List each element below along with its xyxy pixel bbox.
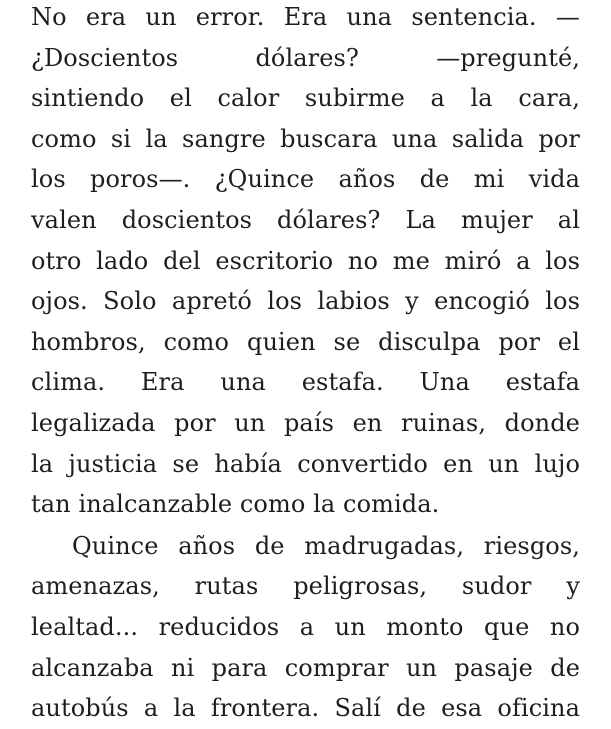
text-line: como si la sangre buscara una salida por	[31, 124, 580, 153]
text-line: amenazas, rutas peligrosas, sudor y	[31, 572, 580, 601]
text-line: otro lado del escritorio no me miró a los	[31, 246, 580, 275]
text-line: lealtad... reducidos a un monto que no	[31, 612, 580, 641]
text-line: la justicia se había convertido en un lujo	[31, 449, 580, 478]
text-line: tan inalcanzable como la comida.	[31, 490, 440, 519]
text-line: legalizada por un país en ruinas, donde	[31, 408, 580, 437]
paragraph-2	[31, 526, 580, 729]
book-page	[31, 0, 580, 729]
text-line: sintiendo el calor subirme a la cara,	[31, 84, 580, 113]
text-line: clima. Era una estafa. Una estafa	[31, 368, 580, 397]
text-line: valen doscientos dólares? La mujer al	[31, 205, 580, 234]
text-line: Quince años de madrugadas, riesgos,	[72, 531, 580, 560]
text-line: ojos. Solo apretó los labios y encogió los	[31, 287, 580, 316]
paragraph-1	[31, 0, 580, 525]
text-line: No era un error. Era una sentencia. —	[31, 3, 580, 31]
text-line: autobús a la frontera. Salí de esa oficina	[31, 694, 580, 723]
text-line: los poros—. ¿Quince años de mi vida	[31, 165, 580, 194]
text-line: ¿Doscientos dólares? —pregunté,	[31, 43, 580, 72]
text-line: alcanzaba ni para comprar un pasaje de	[31, 653, 580, 682]
text-line: hombros, como quien se disculpa por el	[31, 327, 580, 356]
